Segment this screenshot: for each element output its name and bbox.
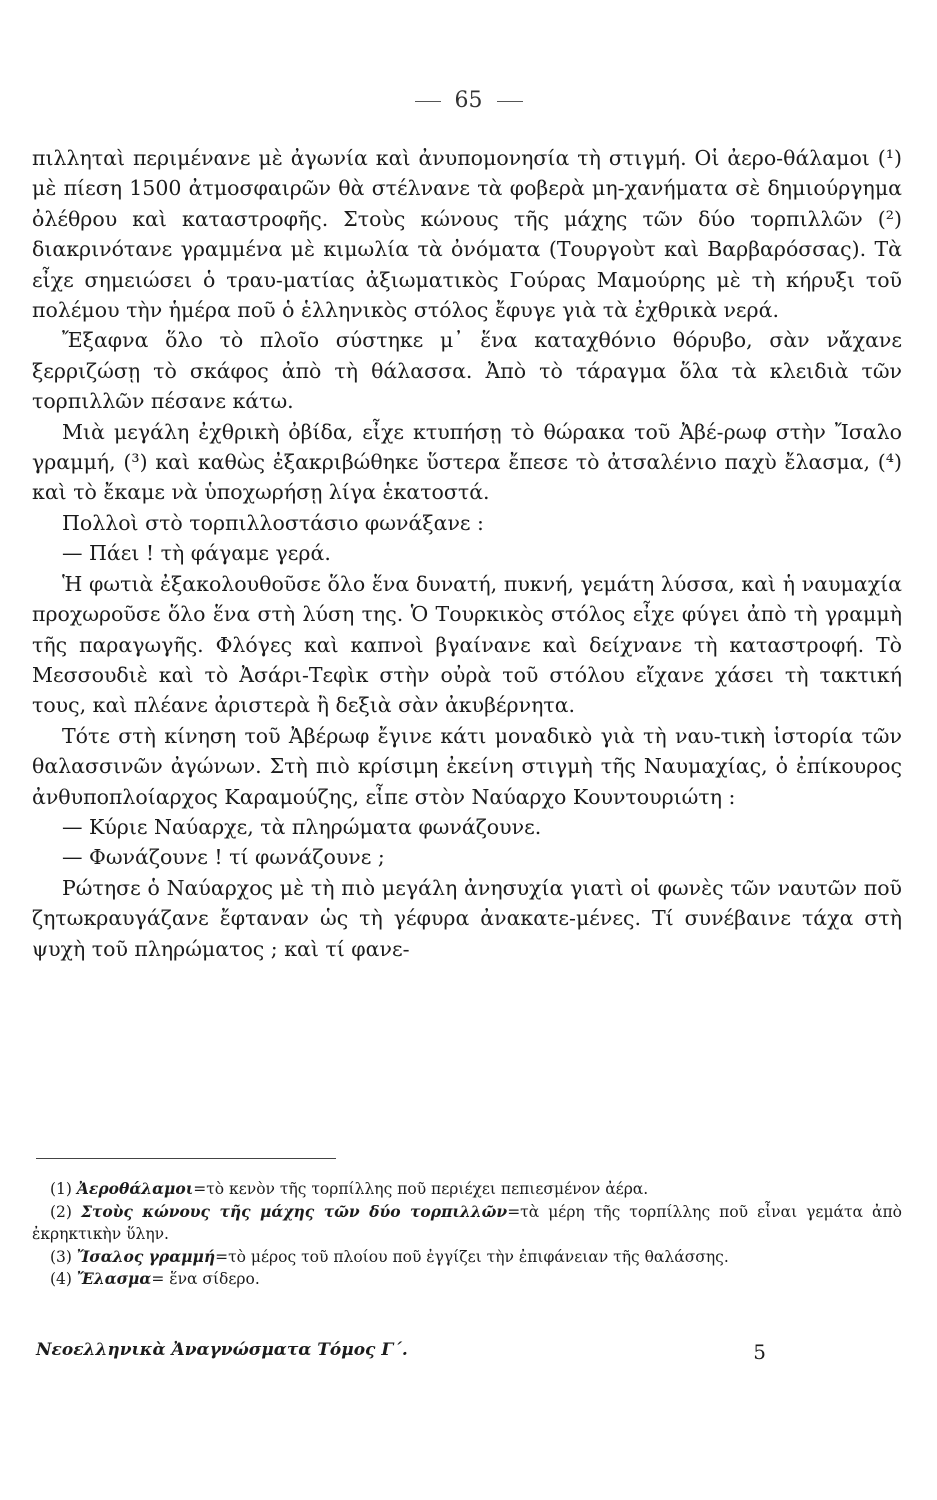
signature-title: Νεοελληνικὰ Ἀναγνώσματα Τόμος Γ΄. [36, 1340, 408, 1360]
footnote-number: (1) [50, 1180, 77, 1198]
paragraph: — Κύριε Ναύαρχε, τὰ πληρώματα φωνάζουνε. [62, 814, 542, 839]
paragraph: πιλληταὶ περιμένανε μὲ ἀγωνία καὶ ἀνυπομονησία τὴ στιγμή. Οἱ ἀερο-θάλαμοι (¹) μὲ πίεση 1500 ἀτμοσφαιρῶν θὰ στέλνανε τὰ φοβερὰ μη-χανήματα σὲ δημιούργημα ὀλέθρου καὶ καταστροφῆς. Στοὺς κώνους τῆς μάχης τῶν δύο τορπιλλῶν (²) διακρινότανε γραμμένα μὲ κιμωλία τὰ ὀνόματα (Τουργοὺτ καὶ Βαρβαρόσσας). Τὰ εἶχε σημειώσει ὁ τραυ-ματίας ἀξιωματικὸς Γούρας Μαμούρης μὲ τὴ κήρυξι τοῦ πολέμου τὴν ἡμέρα ποῦ ὁ ἑλληνικὸς στόλος ἔφυγε γιὰ τὰ ἐχθρικὰ νερά. [32, 146, 902, 323]
footnote-definition: =τὰ μέρη τῆς τορπίλλης ποῦ εἶναι γεμάτα ἀπὸ ἐκρηκτικὴν ὕλην. [32, 1202, 903, 1244]
footnote-term: Ἔλασμα [76, 1269, 152, 1289]
footnote [32, 1246, 902, 1269]
footnote [32, 1178, 902, 1201]
footnote-term: Ἀεροθάλαμοι [76, 1179, 194, 1198]
footnote-number: (2) [50, 1202, 81, 1221]
page-number: 65 [454, 88, 483, 113]
footnote-number: (4) [50, 1270, 77, 1289]
paragraph: — Πάει ! τὴ φάγαμε γερά. [62, 541, 331, 566]
signature-number: 5 [753, 1340, 766, 1364]
footnote [32, 1268, 902, 1291]
paragraph: Τότε στὴ κίνηση τοῦ Ἀβέρωφ ἔγινε κάτι μοναδικὸ γιὰ τὴ ναυ-τικὴ ἱστορία τῶν θαλασσινῶν ἀγώνων. Στὴ πιὸ κρίσιμη ἐκείνη στιγμὴ τῆς Ναυμαχίας, ὁ ἐπίκουρος ἀνθυποπλοίαρχος Καραμούζης, εἶπε στὸν Ναύαρχο Κουντουριώτη : [32, 723, 902, 809]
paragraph: — Φωνάζουνε ! τί φωνάζουνε ; [62, 845, 385, 870]
paragraph: Ἔξαφνα ὅλο τὸ πλοῖο σύστηκε μ᾽ ἕνα καταχθόνιο θόρυβο, σὰν νἄχανε ξερριζώσῃ τὸ σκάφος ἀπὸ τὴ θάλασσα. Ἀπὸ τὸ τάραγμα ὅλα τὰ κλειδιὰ τῶν τορπιλλῶν πέσανε κάτω. [32, 328, 902, 414]
footnote-definition: =τὸ κενὸν τῆς τορπίλλης ποῦ περιέχει πεπιεσμένον ἀέρα. [193, 1180, 649, 1198]
footnote [32, 1201, 902, 1246]
footnote-divider [36, 1158, 336, 1159]
paragraph: Μιὰ μεγάλη ἐχθρικὴ ὀβίδα, εἶχε κτυπήσῃ τὸ θώρακα τοῦ Ἀβέ-ρωφ στὴν Ἴσαλο γραμμή, (³) καὶ καθὼς ἐξακριβώθηκε ὕστερα ἔπεσε τὸ ἀτσαλένιο παχὺ ἔλασμα, (⁴) καὶ τὸ ἔκαμε νὰ ὑποχωρήσῃ λίγα ἑκατοστά. [32, 419, 902, 505]
footnote-definition: =τὸ μέρος τοῦ πλοίου ποῦ ἐγγίζει τὴν ἐπιφάνειαν τῆς θαλάσσης. [215, 1247, 729, 1266]
paragraph: Πολλοὶ στὸ τορπιλλοστάσιο φωνάξανε : [62, 510, 484, 535]
footnote-number: (3) [50, 1247, 77, 1266]
footnote-term: Ἴσαλος γραμμή [76, 1246, 216, 1266]
page-number-header [0, 88, 937, 113]
paragraph: Ἡ φωτιὰ ἐξακολουθοῦσε ὅλο ἕνα δυνατή, πυκνή, γεμάτη λύσσα, καὶ ἡ ναυμαχία προχωροῦσε ὅλο ἕνα στὴ λύση της. Ὁ Τουρκικὸς στόλος εἶχε φύγει ἀπὸ τὴ γραμμὴ τῆς παραγωγῆς. Φλόγες καὶ καπνοὶ βγαίνανε καὶ δείχνανε τὴ καταστροφή. Τὸ Μεσσουδιὲ καὶ τὸ Ἀσάρι-Τεφὶκ στὴν οὐρὰ τοῦ στόλου εἴχανε χάσει τὴ τακτική τους, καὶ πλέανε ἀριστερὰ ἢ δεξιὰ σὰν ἀκυβέρνητα. [32, 571, 902, 718]
book-signature [36, 1340, 906, 1364]
header-dash-left [415, 101, 441, 102]
header-dash-right [497, 101, 523, 102]
footnotes [32, 1178, 902, 1291]
main-text [32, 143, 902, 964]
paragraph: Ρώτησε ὁ Ναύαρχος μὲ τὴ πιὸ μεγάλη ἀνησυχία γιατὶ οἱ φωνὲς τῶν ναυτῶν ποῦ ζητωκραυγάζανε ἔφταναν ὡς τὴ γέφυρα ἀνακατε-μένες. Τί συνέβαινε τάχα στὴ ψυχὴ τοῦ πληρώματος ; καὶ τί φανε- [32, 875, 902, 961]
footnote-definition: = ἕνα σίδερο. [151, 1270, 260, 1289]
footnote-term: Στοὺς κώνους τῆς μάχης τῶν δύο τορπιλλῶν [80, 1201, 508, 1221]
